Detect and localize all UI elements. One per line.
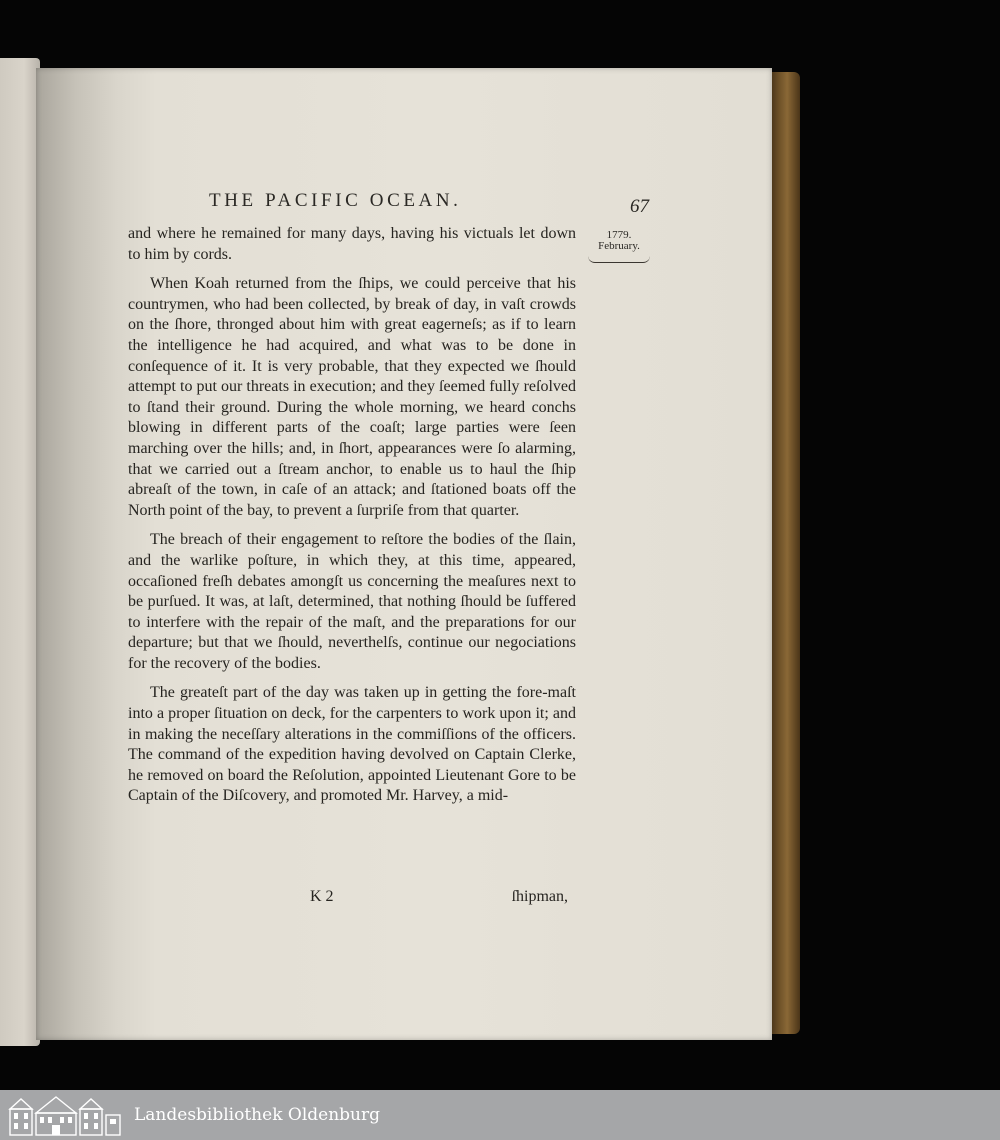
paragraph: and where he remained for many days, having his victuals let down to him by cords. xyxy=(128,225,576,263)
body-text xyxy=(128,224,576,816)
paragraph: When Koah returned from the ſhips, we could perceive that his countrymen, who had been collected, by break of day, in vaſt crowds on the ſhore, thronged about him with great eagerneſs; as if to learn the intelligence he had acquired, and what was to be done in conſequence of it. It is very probable, that they expected we ſhould attempt to put our threats in execution; and they ſeemed fully reſolved to ſtand their ground. During the whole morning, we heard conchs blowing in different parts of the coaſt; large parties were ſeen marching over the hills; and, in ſhort, appearances were ſo alarming, that we carried out a ſtream anchor, to enable us to haul the ſhip abreaſt of the town, in caſe of an attack; and ſtationed boats off the North point of the bay, to prevent a ſurpriſe from that quarter. xyxy=(128,275,576,519)
page-number: 67 xyxy=(630,196,649,217)
signature-mark: K 2 xyxy=(310,888,334,905)
margin-note xyxy=(588,230,650,263)
margin-note-month: February. xyxy=(598,240,640,252)
library-building-icon xyxy=(6,1093,124,1137)
facing-page-edge xyxy=(0,58,40,1046)
library-footer-bar xyxy=(0,1090,1000,1140)
paragraph: The greateſt part of the day was taken up in getting the fore-maſt into a proper ſituation on deck, for the carpenters to work upon it; and in making the neceſſary alterations in the commiſſions of the officers. The command of the expedition having devolved on Captain Clerke, he removed on board the Reſolution, appointed Lieutenant Gore to be Captain of the Diſcovery, and promoted Mr. Harvey, a mid- xyxy=(128,684,576,805)
library-name: Landesbibliothek Oldenburg xyxy=(134,1105,381,1125)
page-footer-line xyxy=(128,888,576,912)
margin-note-year: 1779. xyxy=(606,229,632,241)
catchword: ſhipman, xyxy=(511,888,568,905)
brace-icon xyxy=(588,256,650,263)
paragraph: The breach of their engagement to reſtore the bodies of the ſlain, and the warlike poſture, in which they, at this time, appeared, occaſioned freſh debates amongſt us concerning the meaſures next to be purſued. It was, at laſt, determined, that nothing ſhould be ſuffered to interfere with the repair of the maſt, and the preparations for our departure; but that we ſhould, neverthelſs, continue our negociations for the recovery of the bodies. xyxy=(128,531,576,672)
book-cover-edge xyxy=(768,72,800,1034)
running-head: THE PACIFIC OCEAN. xyxy=(209,190,462,211)
